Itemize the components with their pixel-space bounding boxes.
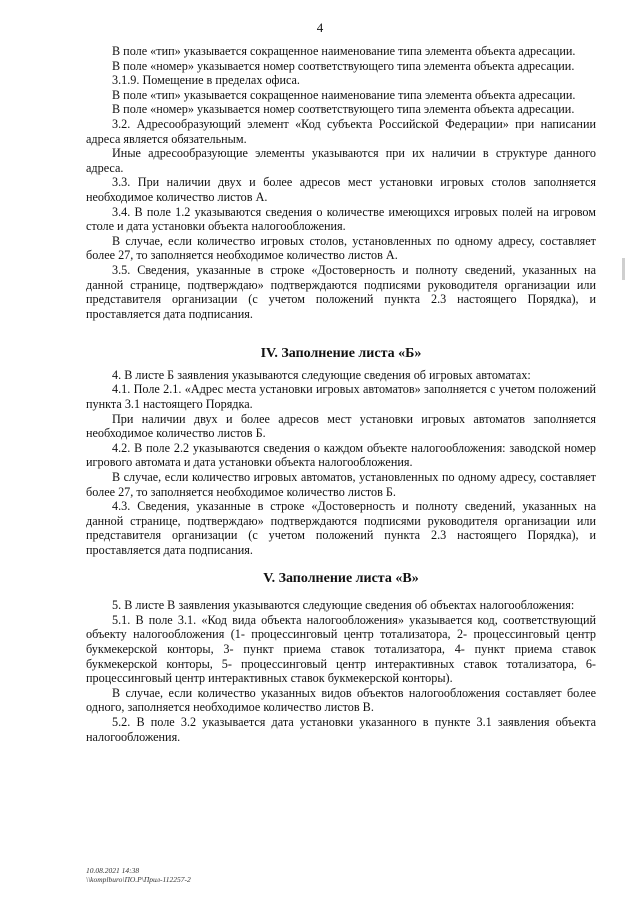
paragraph: В поле «номер» указывается номер соответствующего типа элемента объекта адресации. (112, 102, 575, 117)
paragraph: В случае, если количество игровых столов, установленных по одному адресу, составляет более 27, то заполняется необходимое количество листов А. (86, 233, 596, 263)
paragraph: При наличии двух и более адресов мест установки игровых автоматов заполняется необходимое количество листов Б. (86, 411, 596, 441)
paragraph: 3.3. При наличии двух и более адресов мест установки игровых столов заполняется необходимое количество листов А. (86, 175, 596, 204)
paragraph: В случае, если количество указанных видов объектов налогообложения составляет более одного, заполняется необходимое количество листов В. (86, 685, 596, 715)
paragraph: 4.1. Поле 2.1. «Адрес места установки игровых автоматов» заполняется с учетом положений пункта 3.1 настоящего Порядка. (86, 382, 596, 412)
paragraph: В поле «тип» указывается сокращенное наименование типа элемента объекта адресации. (112, 44, 576, 58)
paragraph: 4. В листе Б заявления указываются следующие сведения об игровых автоматах: (112, 367, 531, 382)
footer-stamp (86, 866, 191, 884)
page-number: 4 (316, 20, 324, 35)
paragraph: В поле «тип» указывается сокращенное наименование типа элемента объекта адресации. (112, 87, 576, 102)
section-heading-5: V. Заполнение листа «В» (263, 570, 419, 586)
paragraph: 3.2. Адресообразующий элемент «Код субъекта Российской Федерации» при написании адреса является обязательным. (86, 116, 596, 146)
paragraph: 5.1. В поле 3.1. «Код вида объекта налогообложения» указывается код, соответствующий объекту налогообложения (1- процессинговый центр тотализатора, 2- процессинговый центр букмекерской конторы, 3- пункт приема ставок тотализатора, 4- пункт приема ставок букмекерской конторы, 5- процессинговый центр интерактивных ставок тотализатора, 6- процессинговый центр интерактивных ставок букмекерской конторы). (86, 612, 596, 686)
section-heading-4: IV. Заполнение листа «Б» (260, 346, 422, 362)
paragraph: В поле «номер» указывается номер соответствующего типа элемента объекта адресации. (112, 58, 575, 73)
paragraph: Иные адресообразующие элементы указываются при их наличии в структуре данного адреса. (86, 146, 596, 175)
document-body (86, 44, 596, 744)
paragraph: 4.3. Сведения, указанные в строке «Достоверность и полноту сведений, указанных на данной странице, подтверждаю» подтверждаются подписями руководителя организации или представителя организации (с учетом положений пункта 2.3 настоящего Порядка), и проставляется дата подписания. (86, 499, 596, 557)
paragraph: 3.1.9. Помещение в пределах офиса. (112, 73, 300, 88)
paragraph: В случае, если количество игровых автоматов, установленных по одному адресу, составляет более 27, то заполняется необходимое количество листов Б. (86, 470, 596, 499)
paragraph: 3.4. В поле 1.2 указываются сведения о количестве имеющихся игровых полей на игровом столе и дата установки объекта налогообложения. (86, 204, 596, 234)
footer-file-path: \\komplburo\ПО.Р\Прил-112257-2 (86, 875, 191, 884)
paragraph: 3.5. Сведения, указанные в строке «Достоверность и полноту сведений, указанных на данной странице, подтверждаю» подтверждаются подписями руководителя организации или представителя организации (с учетом положений пункта 2.3 настоящего Порядка), и проставляется дата подписания. (86, 262, 596, 321)
scan-margin-mark (622, 258, 625, 280)
paragraph: 4.2. В поле 2.2 указываются сведения о каждом объекте налогообложения: заводской номер игрового автомата и дата установки объекта налогообложения. (86, 440, 596, 470)
paragraph: 5. В листе В заявления указываются следующие сведения об объектах налогообложения: (112, 598, 575, 613)
footer-timestamp: 10.08.2021 14:38 (86, 866, 140, 875)
paragraph: 5.2. В поле 3.2 указывается дата установки указанного в пункте 3.1 заявления объекта налогообложения. (86, 714, 596, 744)
